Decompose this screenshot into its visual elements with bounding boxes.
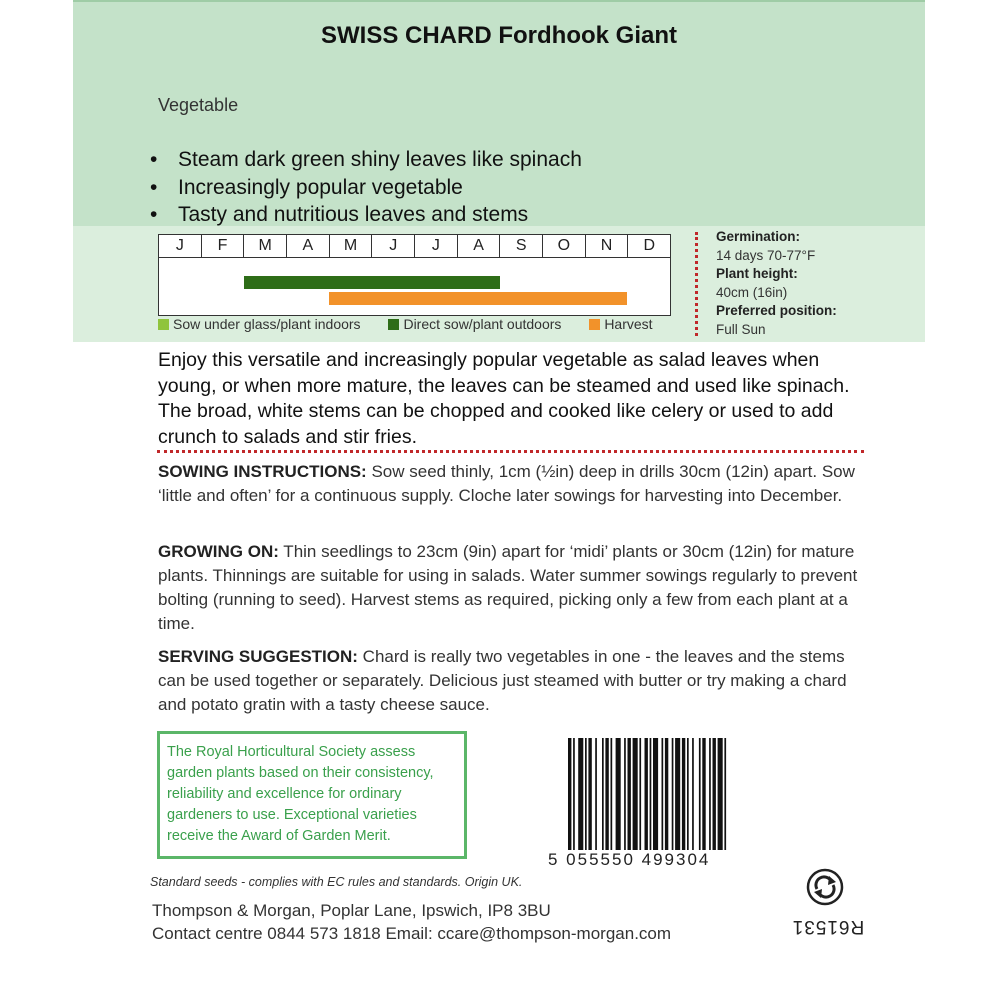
section-heading: GROWING ON: (158, 542, 279, 561)
section-text: Thin seedlings to 23cm (9in) apart for ‘midi’ plants or 30cm (12in) for mature plants. Thinnings are suitable for using in salads. Water summer sowings regularly to prevent bolting (running to seed). Harvest stems as required, picking only a few from each plant at a time. (158, 542, 858, 633)
barcode-bar (653, 738, 658, 850)
month-label: N (586, 235, 629, 257)
direct-sow-bar (244, 276, 500, 289)
barcode-bar (633, 738, 638, 850)
barcode-bar (568, 738, 571, 850)
product-category: Vegetable (158, 95, 239, 115)
barcode-bar (578, 738, 583, 850)
barcode-bar (645, 738, 648, 850)
barcode-bar (605, 738, 608, 850)
legend-swatch (589, 319, 600, 330)
germination-value: 14 days 70-77°F (716, 247, 816, 263)
bullet-icon: • (150, 203, 158, 226)
legend-swatch (158, 319, 169, 330)
product-code: R61531 (791, 916, 865, 937)
serving-suggestion (158, 645, 858, 717)
barcode-bar (702, 738, 705, 850)
calendar-legend (158, 316, 677, 332)
product-title: SWISS CHARD Fordhook Giant (321, 22, 677, 49)
product-description: Enjoy this versatile and increasingly popular vegetable as salad leaves when young, or when more mature, the leaves can be steamed and used like spinach. The broad, white stems can be chopped and cooked like celery or used to add crunch to salads and stir fries. (158, 349, 850, 448)
calendar-months (159, 235, 670, 258)
barcode-bar (724, 738, 726, 850)
month-label: J (159, 235, 202, 257)
barcode-number: 5 055550 499304 (548, 850, 711, 869)
barcode-bar (639, 738, 641, 850)
feature-list (150, 146, 582, 229)
feature-item: • Tasty and nutritious leaves and stems (150, 201, 582, 229)
bullet-icon: • (150, 175, 158, 199)
germination-label: Germination: (716, 229, 801, 244)
month-label: A (458, 235, 501, 257)
company-address: Thompson & Morgan, Poplar Lane, Ipswich, IP8 3BU (152, 901, 551, 920)
month-label: O (543, 235, 586, 257)
barcode-bar (595, 738, 597, 850)
calendar-grid (158, 234, 671, 316)
rhs-award-text: The Royal Horticultural Society assess garden plants based on their consistency, reliability and excellence for ordinary gardeners to use. Exceptional varieties receive the Award of Garden Merit. (167, 744, 434, 844)
feature-item: • Steam dark green shiny leaves like spinach (150, 146, 582, 174)
rhs-award-box (157, 731, 467, 859)
barcode-bar (687, 738, 689, 850)
feature-item: • Increasingly popular vegetable (150, 174, 582, 202)
barcode-bar (573, 738, 575, 850)
recycle-icon (806, 868, 844, 906)
barcode-bar (692, 738, 694, 850)
height-value: 40cm (16in) (716, 284, 788, 300)
position-value: Full Sun (716, 321, 766, 337)
month-label: A (287, 235, 330, 257)
barcode-bar (650, 738, 652, 850)
sowing-calendar (158, 234, 671, 316)
barcode-icon (566, 738, 776, 850)
barcode-bar (699, 738, 701, 850)
section-heading: SOWING INSTRUCTIONS: (158, 462, 367, 481)
height-label: Plant height: (716, 266, 798, 281)
position-label: Preferred position: (716, 303, 837, 318)
legend-swatch (388, 319, 399, 330)
barcode-bar (672, 738, 674, 850)
seed-standard-note: Standard seeds - complies with EC rules and standards. Origin UK. (150, 875, 523, 889)
barcode-bar (709, 738, 711, 850)
barcode-bar (585, 738, 587, 850)
company-contact (152, 899, 671, 945)
contact-line: Contact centre 0844 573 1818 Email: ccare@thompson-morgan.com (152, 924, 672, 943)
harvest-bar (329, 292, 627, 305)
barcode-bar (675, 738, 680, 850)
sowing-instructions (158, 460, 858, 508)
bullet-icon: • (150, 148, 158, 171)
barcode-bar (665, 738, 668, 850)
barcode-bar (718, 738, 723, 850)
month-label: M (330, 235, 373, 257)
plant-facts (716, 228, 837, 339)
growing-on (158, 540, 858, 636)
dotted-divider-vertical (695, 232, 698, 336)
section-text: Sow seed thinly, 1cm (½in) deep in drills 30cm (12in) apart. Sow ‘little and often’ for a continuous supply. Cloche later sowings for harvesting into December. (158, 462, 855, 505)
barcode-bar (602, 738, 604, 850)
barcode-bar (713, 738, 716, 850)
barcode-bar (628, 738, 631, 850)
legend-item: Harvest (589, 316, 652, 332)
barcode-bar (616, 738, 621, 850)
barcode-bar (682, 738, 685, 850)
month-label: M (244, 235, 287, 257)
barcode-bar (624, 738, 626, 850)
section-text: Chard is really two vegetables in one - the leaves and the stems can be used together or separately. Delicious just steamed with butter or try making a chard and potato gratin with a tasty cheese sauce. (158, 647, 847, 714)
month-label: J (415, 235, 458, 257)
section-heading: SERVING SUGGESTION: (158, 647, 358, 666)
month-label: J (372, 235, 415, 257)
barcode-bar (662, 738, 664, 850)
barcode-bar (588, 738, 591, 850)
month-label: S (500, 235, 543, 257)
header-top-rule (73, 0, 925, 2)
legend-item: Direct sow/plant outdoors (388, 316, 561, 332)
barcode-bar (611, 738, 613, 850)
month-label: F (202, 235, 245, 257)
month-label: D (643, 237, 655, 254)
legend-item: Sow under glass/plant indoors (158, 316, 361, 332)
dotted-divider-horizontal (157, 450, 864, 453)
